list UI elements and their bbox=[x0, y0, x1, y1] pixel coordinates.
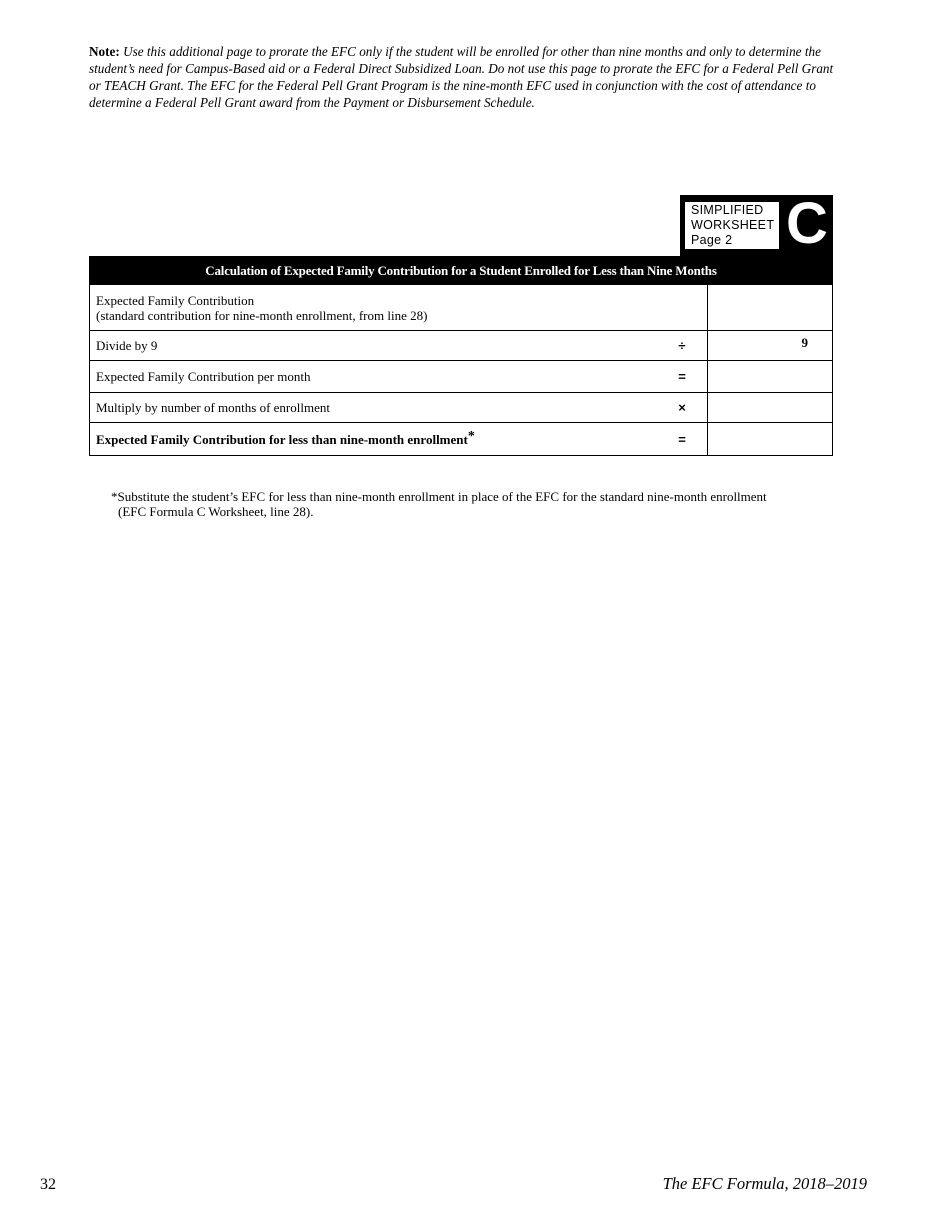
row-description bbox=[90, 423, 658, 456]
divide-operator: ÷ bbox=[657, 331, 708, 361]
badge-line-page: Page 2 bbox=[691, 233, 733, 247]
row-description bbox=[90, 285, 658, 331]
amount-field[interactable] bbox=[708, 285, 833, 331]
row-operator bbox=[657, 285, 708, 331]
footnote-line: *Substitute the student’s EFC for less than nine-month enrollment in place of the EFC for the standard nine-month enrollment bbox=[111, 489, 767, 504]
amount-field[interactable] bbox=[708, 361, 833, 393]
page-number: 32 bbox=[40, 1176, 56, 1193]
footer-title: The EFC Formula, 2018–2019 bbox=[662, 1174, 867, 1193]
badge-letter: C bbox=[786, 191, 828, 256]
badge-label-box bbox=[685, 202, 779, 249]
badge-line-worksheet: WORKSHEET bbox=[691, 218, 775, 232]
worksheet-badge bbox=[680, 191, 833, 256]
table-row bbox=[90, 331, 833, 361]
footnote-marker: * bbox=[467, 428, 475, 444]
row-label: Expected Family Contribution for less than nine-month enrollment bbox=[96, 431, 468, 447]
amount-field[interactable] bbox=[708, 423, 833, 456]
months-field[interactable] bbox=[708, 393, 833, 423]
row-label: Expected Family Contribution bbox=[96, 292, 255, 308]
table-row bbox=[90, 393, 833, 423]
equals-operator: = bbox=[657, 423, 708, 456]
worksheet-title: Calculation of Expected Family Contribution for a Student Enrolled for Less than Nine Months bbox=[90, 257, 833, 285]
worksheet-table bbox=[89, 256, 833, 456]
row-sublabel: (standard contribution for nine-month enrollment, from line 28) bbox=[96, 307, 428, 323]
row-label: Expected Family Contribution per month bbox=[90, 361, 658, 393]
instruction-note bbox=[89, 43, 839, 111]
row-label: Multiply by number of months of enrollment bbox=[90, 393, 658, 423]
note-text: Use this additional page to prorate the EFC only if the student will be enrolled for other than nine months and only to determine the student’s need for Campus-Based aid or a Federal Direct Subsidized Loan. Do not use this page to prorate the EFC for a Federal Pell Grant or TEACH Grant. The EFC for the Federal Pell Grant Program is the nine-month EFC used in conjunction with the cost of attendance to determine a Federal Pell Grant award from the Payment or Disbursement Schedule. bbox=[89, 44, 834, 110]
multiply-operator: × bbox=[657, 393, 708, 423]
footnote bbox=[111, 489, 811, 519]
badge-line-simplified: SIMPLIFIED bbox=[691, 203, 764, 217]
divisor-value: 9 bbox=[708, 331, 833, 361]
table-row bbox=[90, 361, 833, 393]
table-row bbox=[90, 285, 833, 331]
row-label: Divide by 9 bbox=[90, 331, 658, 361]
footnote-line: (EFC Formula C Worksheet, line 28). bbox=[118, 504, 314, 519]
equals-operator: = bbox=[657, 361, 708, 393]
table-row bbox=[90, 423, 833, 456]
note-label: Note: bbox=[89, 44, 120, 59]
